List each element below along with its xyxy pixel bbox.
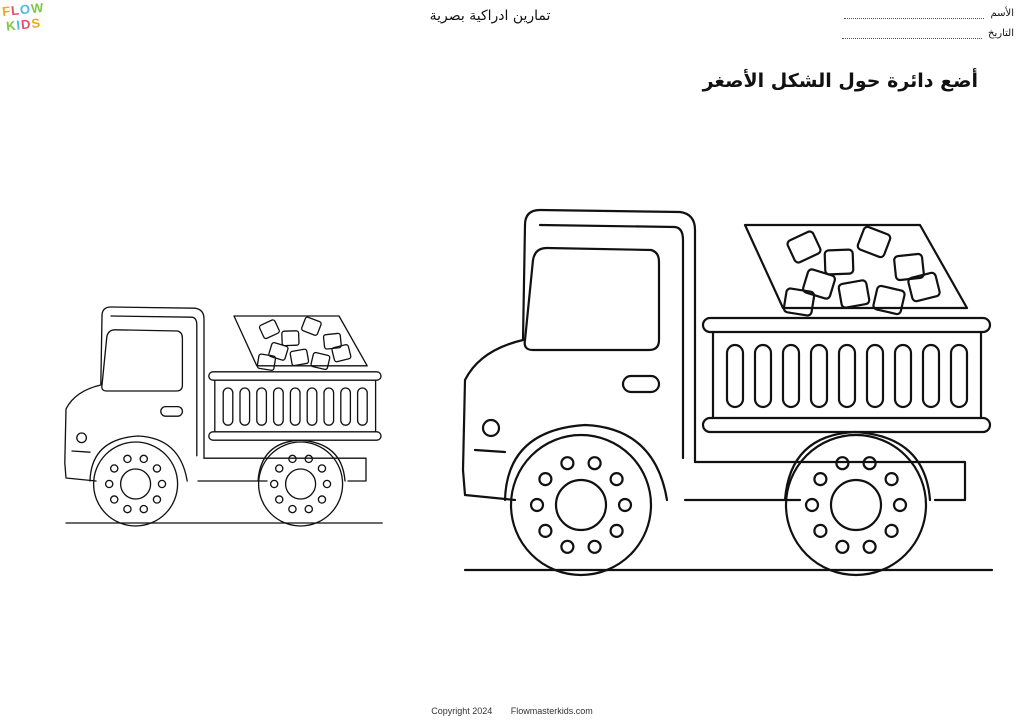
- rock: [825, 250, 854, 275]
- instruction-text: أضع دائرة حول الشكل الأصغر: [702, 70, 978, 92]
- bed-slot: [290, 388, 300, 425]
- wheel-bolt: [814, 473, 826, 485]
- bed-slot: [274, 388, 284, 425]
- wheel-bolt: [589, 457, 601, 469]
- wheel-bolt: [619, 499, 631, 511]
- wheel-bolt: [305, 505, 312, 512]
- bed-slot: [341, 388, 351, 425]
- wheel-bolt: [531, 499, 543, 511]
- bed-bottom-rail: [703, 418, 990, 432]
- bed-top-rail: [703, 318, 990, 332]
- bed-slot: [257, 388, 267, 425]
- bed-slot: [240, 388, 250, 425]
- rock: [857, 226, 892, 258]
- copyright-text: Copyright 2024: [431, 706, 493, 716]
- door-handle: [623, 376, 659, 392]
- name-line[interactable]: [844, 10, 984, 19]
- wheel-bolt: [611, 525, 623, 537]
- bed-slot: [223, 388, 233, 425]
- wheel-bolt: [589, 541, 601, 553]
- date-label: التاريخ: [988, 28, 1014, 39]
- bed-slot: [811, 345, 827, 407]
- wheel-bolt: [806, 499, 818, 511]
- bed-bottom-rail: [209, 432, 381, 440]
- date-field[interactable]: [842, 28, 1014, 39]
- wheel-bolt: [318, 465, 325, 472]
- wheel-bolt: [864, 541, 876, 553]
- wheel-bolt: [111, 496, 118, 503]
- wheel-bolt: [276, 496, 283, 503]
- wheel-bolt: [289, 455, 296, 462]
- rock: [268, 342, 288, 361]
- bed-slot: [358, 388, 368, 425]
- name-field[interactable]: [844, 8, 1014, 19]
- wheel-bolt: [836, 541, 848, 553]
- wheel-bolt: [289, 505, 296, 512]
- small-truck-icon[interactable]: [60, 300, 390, 530]
- wheel-bolt: [111, 465, 118, 472]
- wheel-bolt: [539, 525, 551, 537]
- bed-slot: [324, 388, 334, 425]
- rock: [282, 331, 299, 346]
- wheel-bolt: [894, 499, 906, 511]
- headlight: [483, 420, 499, 436]
- rock: [838, 280, 870, 308]
- rock: [301, 316, 322, 335]
- bed-top-rail: [209, 372, 381, 380]
- wheel-bolt: [539, 473, 551, 485]
- bed-slot: [867, 345, 883, 407]
- wheel-bolt: [323, 480, 330, 487]
- bed-slot: [951, 345, 967, 407]
- wheel-bolt: [124, 505, 131, 512]
- wheel-bolt: [140, 455, 147, 462]
- rock: [786, 230, 822, 264]
- wheel-bolt: [611, 473, 623, 485]
- rock: [311, 352, 331, 370]
- bed-slot: [755, 345, 771, 407]
- rock: [783, 288, 814, 316]
- cab-window: [525, 248, 659, 350]
- bed-slot: [727, 345, 743, 407]
- rock: [259, 319, 280, 339]
- bed-slot: [783, 345, 799, 407]
- wheel-bolt: [124, 455, 131, 462]
- wheel-bolt: [561, 457, 573, 469]
- wheel-bolt: [140, 505, 147, 512]
- wheel-bolt: [158, 480, 165, 487]
- wheel-bolt: [814, 525, 826, 537]
- rock: [257, 354, 276, 371]
- worksheet-title: تمارين ادراكية بصرية: [429, 8, 551, 24]
- wheel-bolt: [318, 496, 325, 503]
- cargo-load: [234, 316, 367, 366]
- wheel-bolt: [153, 465, 160, 472]
- rock: [802, 268, 836, 299]
- bed-slot: [923, 345, 939, 407]
- rock: [873, 285, 906, 315]
- bed-slot: [895, 345, 911, 407]
- wheel-bolt: [271, 480, 278, 487]
- wheel-bolt: [276, 465, 283, 472]
- date-line[interactable]: [842, 30, 982, 39]
- wheel-bolt: [305, 455, 312, 462]
- wheel-bolt: [836, 457, 848, 469]
- wheel-bolt: [153, 496, 160, 503]
- wheel-bolt: [864, 457, 876, 469]
- headlight: [77, 433, 87, 443]
- flow-kids-logo: FLOW KIDS: [1, 0, 45, 34]
- wheel-bolt: [886, 525, 898, 537]
- wheel-bolt: [886, 473, 898, 485]
- wheel-bolt: [561, 541, 573, 553]
- large-truck-icon[interactable]: [455, 200, 1005, 580]
- footer: [0, 706, 1024, 716]
- bed-slot: [839, 345, 855, 407]
- wheel-bolt: [106, 480, 113, 487]
- cargo-load: [745, 225, 967, 308]
- name-label: الأسم: [990, 8, 1014, 19]
- cab-window: [102, 330, 183, 391]
- door-handle: [161, 407, 183, 417]
- rock: [290, 349, 309, 366]
- bed-slot: [307, 388, 317, 425]
- site-link[interactable]: Flowmasterkids.com: [510, 706, 593, 716]
